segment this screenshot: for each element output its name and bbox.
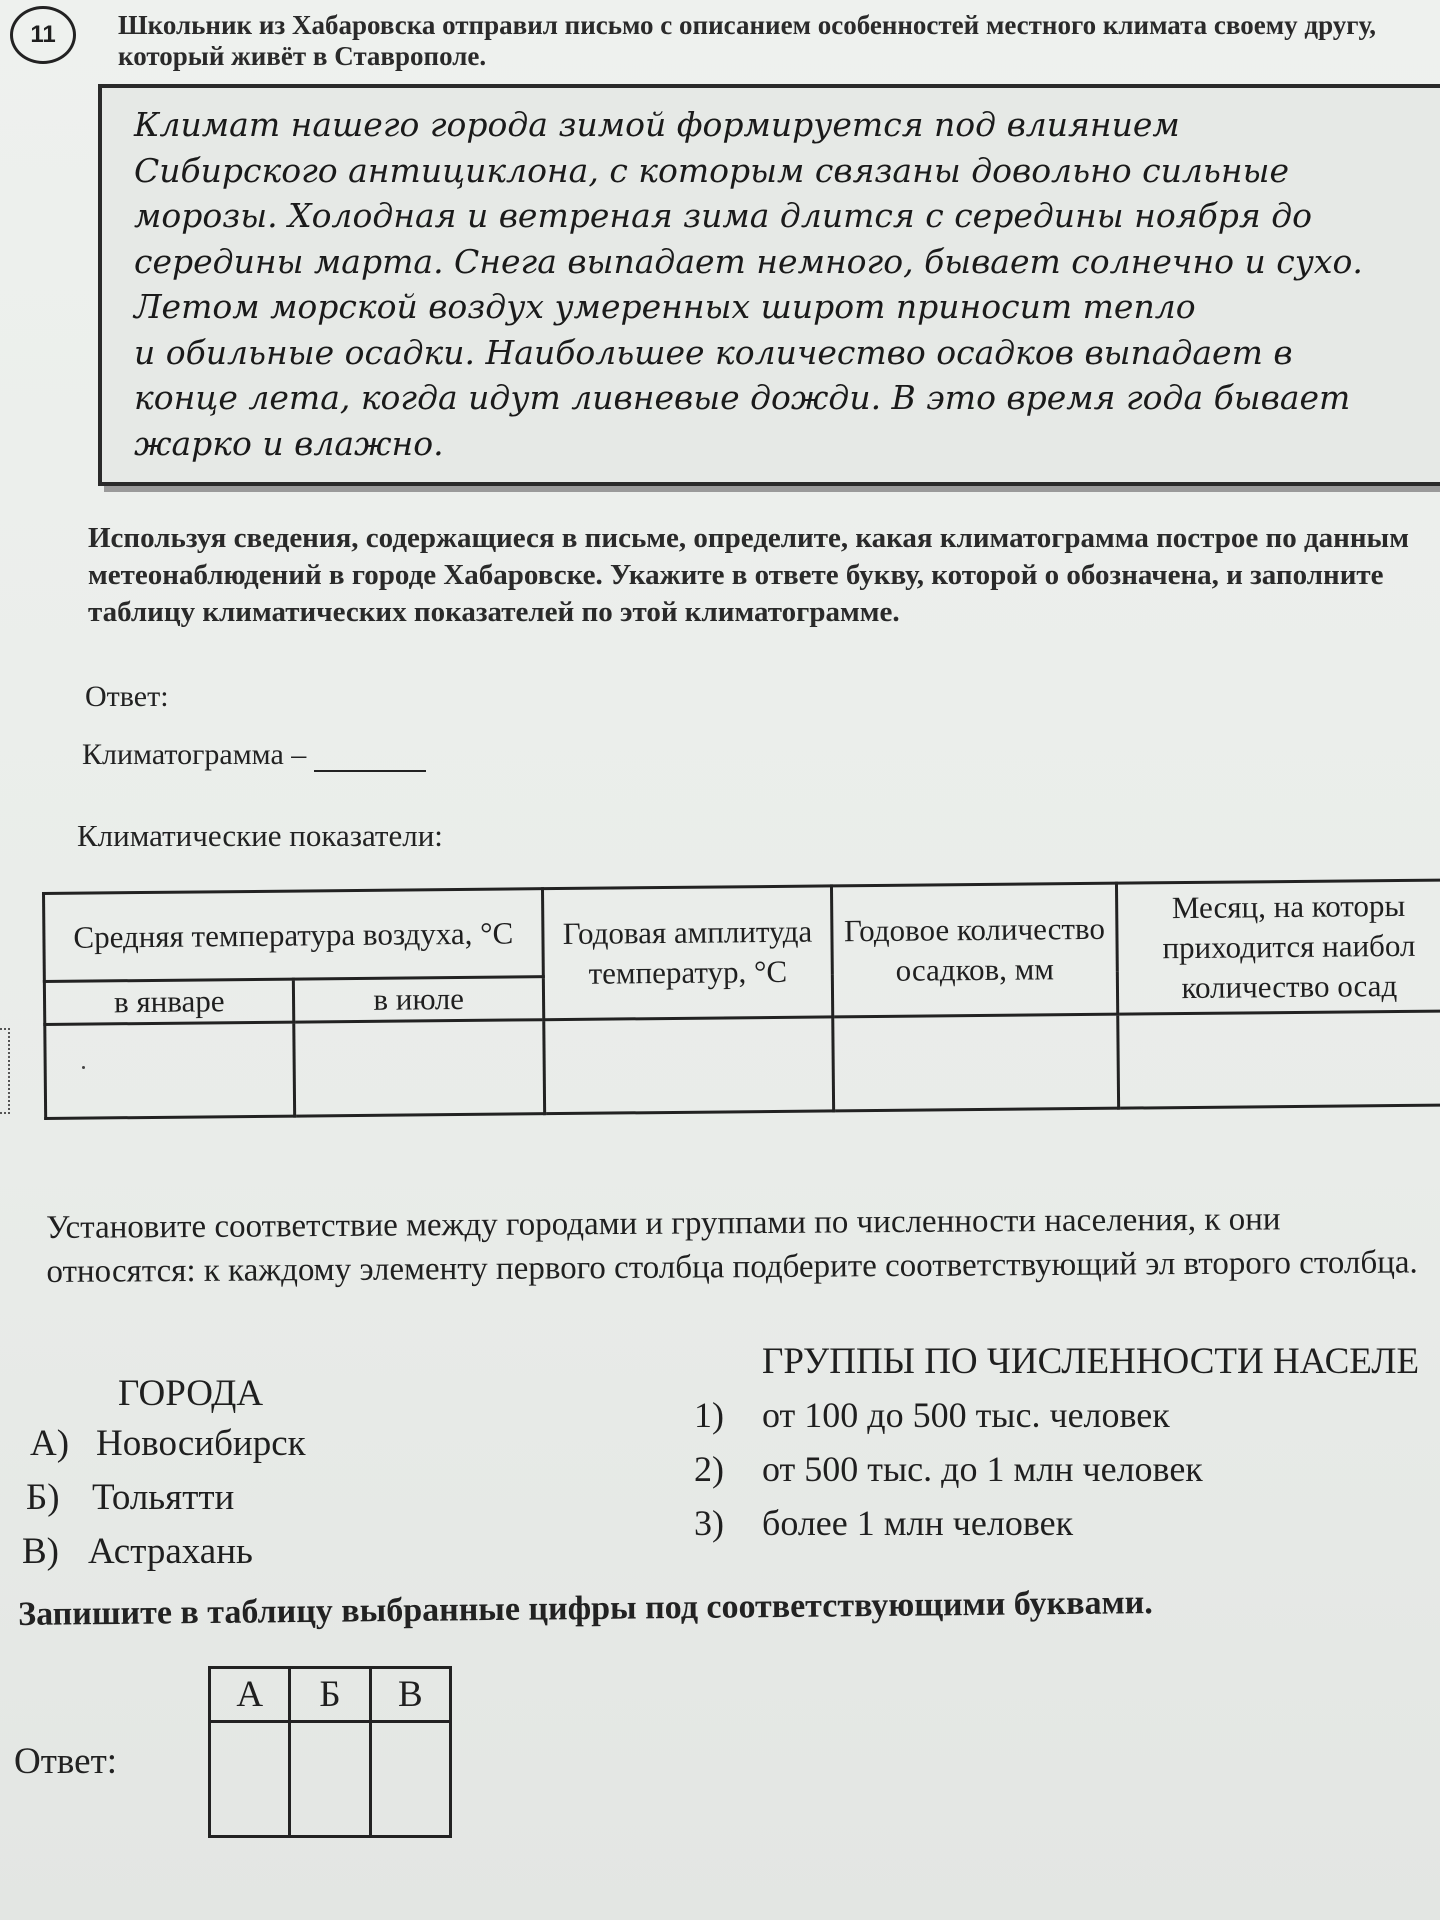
letter-line: Летом морской воздух умеренных широт приносит тепло — [134, 287, 1196, 326]
cities-column-header: ГОРОДА — [118, 1373, 264, 1414]
handwritten-letter-box — [98, 84, 1440, 486]
answer-header-v: В — [370, 1668, 450, 1722]
cell-july-temp[interactable] — [294, 1020, 544, 1116]
answer-cell-a[interactable] — [210, 1722, 290, 1837]
letter-line: Климат нашего города зимой формируется под влиянием — [134, 105, 1180, 144]
matching-answer-table — [208, 1666, 452, 1838]
answer-cell-b[interactable] — [290, 1722, 370, 1837]
group-item — [694, 1448, 1203, 1490]
group-text: от 500 тыс. до 1 млн человек — [762, 1449, 1203, 1489]
answer-cell-v[interactable] — [370, 1722, 450, 1837]
cell-precipitation[interactable] — [833, 1014, 1118, 1111]
group-text: от 100 до 500 тыс. человек — [762, 1395, 1170, 1435]
cell-amplitude[interactable] — [544, 1017, 834, 1114]
answer-label: Ответ: — [85, 680, 169, 713]
city-name: Астрахань — [88, 1531, 253, 1572]
group-text: более 1 млн человек — [762, 1503, 1074, 1543]
letter-line: середины марта. Снега выпадает немного, бывает солнечно и сухо. — [134, 241, 1363, 281]
climate-indicators-table — [42, 878, 1440, 1120]
write-instruction: Запишите в таблицу выбранные цифры под соответствующими буквами. — [18, 1584, 1153, 1633]
question-number-badge: 11 — [10, 6, 76, 64]
group-item — [694, 1502, 1073, 1544]
city-name: Тольятти — [92, 1477, 235, 1518]
header-july: в июле — [294, 977, 544, 1022]
header-january: в январе — [44, 979, 294, 1024]
header-avg-temperature: Средняя температура воздуха, °C — [44, 889, 544, 982]
letter-line: Сибирского антициклона, с которым связаны довольно сильные — [134, 150, 1289, 190]
matching-task-instructions: Установите соответствие между городами и группами по численности населения, к они относятся: к каждому элементу первого столбца подберите соответствующий эл второго столбца. — [46, 1201, 1418, 1290]
answer-label-2: Ответ: — [14, 1741, 118, 1782]
letter-line: морозы. Холодная и ветреная зима длится с середины ноября до — [134, 196, 1312, 235]
city-item — [22, 1530, 253, 1573]
city-item — [26, 1476, 234, 1519]
paper-speck — [82, 1066, 85, 1069]
cell-january-temp[interactable] — [45, 1022, 295, 1118]
climatogram-answer-blank[interactable] — [314, 744, 426, 772]
question-intro: Школьник из Хабаровска отправил письмо с описанием особенностей местного климата своему другу, который живёт в Ставрополе. — [118, 10, 1377, 71]
climatogram-label: Климатограмма – — [82, 738, 307, 771]
letter-line: жарко и влажно. — [134, 423, 444, 463]
header-max-precipitation-month: Месяц, на которы приходится наибол количество осад — [1116, 880, 1440, 1014]
cell-max-month[interactable] — [1117, 1011, 1440, 1108]
answer-header-a: А — [210, 1668, 290, 1722]
indicators-title: Климатические показатели: — [77, 818, 443, 853]
city-letter: Б) — [26, 1477, 60, 1518]
group-number: 3) — [694, 1503, 724, 1543]
header-annual-precipitation: Годовое количество осадков, мм — [832, 883, 1118, 1017]
header-annual-amplitude: Годовая амплитуда температур, °C — [542, 886, 833, 1020]
city-item — [30, 1422, 306, 1465]
task-instructions: Используя сведения, содержащиеся в письме, определите, какая климатограмма построе по данным метеонаблюдений в городе Хабаровске. Укажите в ответе букву, которой о обозначена, и заполните таблицу климатических показателей по этой климатограмме. — [88, 522, 1409, 628]
climatogram-answer-line — [82, 738, 426, 772]
group-number: 1) — [694, 1395, 724, 1435]
letter-line: конце лета, когда идут ливневые дожди. В это время года бывает — [134, 378, 1351, 417]
answer-header-b: Б — [290, 1668, 370, 1722]
margin-dotted-box — [0, 1028, 10, 1114]
city-letter: А) — [30, 1423, 70, 1464]
city-letter: В) — [22, 1531, 59, 1572]
group-number: 2) — [694, 1449, 724, 1489]
groups-column-header: ГРУППЫ ПО ЧИСЛЕННОСТИ НАСЕЛЕ — [762, 1341, 1420, 1382]
city-name: Новосибирск — [96, 1423, 306, 1464]
group-item — [694, 1394, 1170, 1436]
letter-line: и обильные осадки. Наибольшее количество осадков выпадает в — [134, 332, 1293, 372]
